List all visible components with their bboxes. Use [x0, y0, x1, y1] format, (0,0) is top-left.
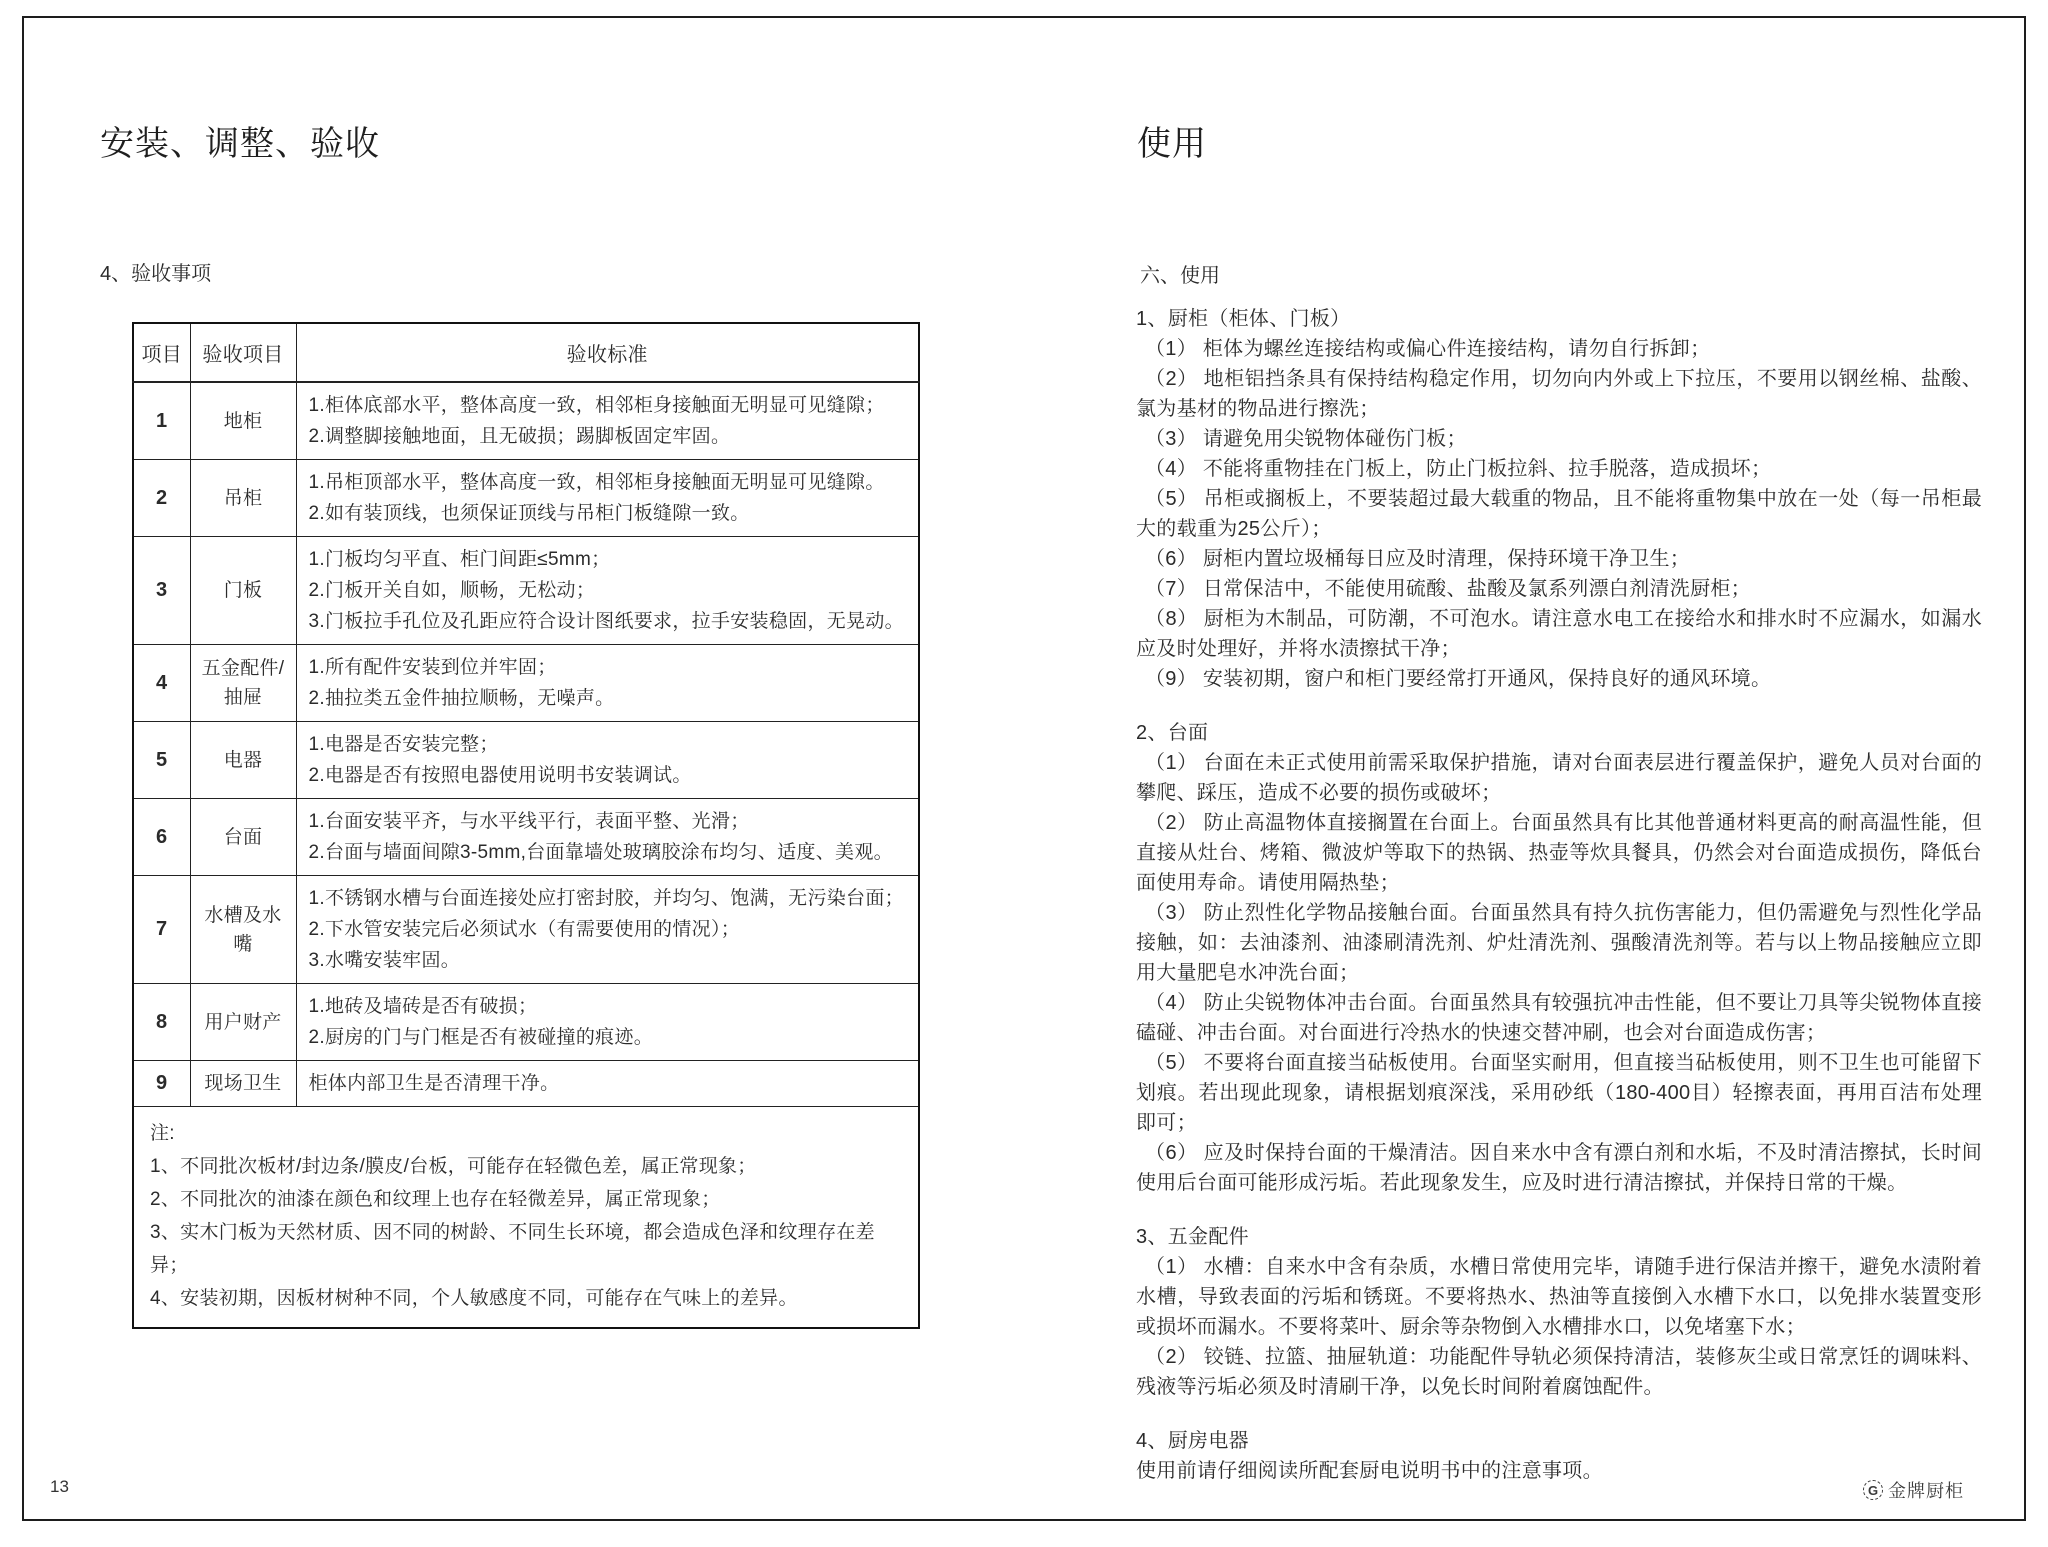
- usage-item: （1） 台面在未正式使用前需采取保护措施，请对台面表层进行覆盖保护，避免人员对台面的攀爬、踩压，造成不必要的损伤或破坏；: [1136, 752, 1982, 804]
- table-row: [133, 537, 919, 645]
- table-row: [133, 876, 919, 984]
- usage-block-heading: 3、五金配件: [1136, 1226, 1249, 1248]
- page-number: 13: [50, 1477, 69, 1496]
- standard-line: 1.台面安装平齐，与水平线平行，表面平整、光滑；: [308, 811, 750, 832]
- standard-line: 1.地砖及墙砖是否有破损；: [308, 996, 538, 1017]
- row-number-cell: 2: [133, 460, 190, 537]
- note-item: 4、安装初期，因板材树种不同，个人敏感度不同，可能存在气味上的差异。: [150, 1288, 798, 1309]
- standard-line: 2.下水管安装完后必须试水（有需要使用的情况）；: [308, 919, 741, 940]
- usage-item: （2） 防止高温物体直接搁置在台面上。台面虽然具有比其他普通材料更高的耐高温性能，但直接从灶台、烤箱、微波炉等取下的热锅、热壶等炊具餐具，仍然会对台面造成损伤，降低台面使用寿命。请使用隔热垫；: [1136, 812, 1982, 894]
- brand-g-icon: G: [1863, 1480, 1883, 1500]
- row-item-cell: 水槽及水嘴: [190, 876, 296, 984]
- usage-item: （1） 柜体为螺丝连接结构或偏心件连接结构，请勿自行拆卸；: [1145, 338, 1711, 360]
- usage-block: [1136, 718, 1982, 1198]
- standard-line: 1.电器是否安装完整；: [308, 734, 499, 755]
- usage-item: （3） 请避免用尖锐物体碰伤门板；: [1145, 428, 1467, 450]
- standard-line: 2.厨房的门与门框是否有被碰撞的痕迹。: [308, 1027, 654, 1048]
- table-header-cell: 验收项目: [190, 323, 296, 382]
- usage-item: （5） 吊柜或搁板上，不要装超过最大载重的物品，且不能将重物集中放在一处（每一吊柜最大的载重为25公斤）；: [1136, 488, 1982, 540]
- acceptance-table-head: [133, 323, 919, 382]
- row-number-cell: 9: [133, 1061, 190, 1107]
- row-standard-cell: [296, 645, 919, 722]
- table-row: [133, 1061, 919, 1107]
- note-item: 2、不同批次的油漆在颜色和纹理上也存在轻微差异，属正常现象；: [150, 1189, 721, 1210]
- standard-line: 3.门板拉手孔位及孔距应符合设计图纸要求，拉手安装稳固，无晃动。: [308, 611, 904, 632]
- standard-line: 1.所有配件安装到位并牢固；: [308, 657, 557, 678]
- right-page-title: 使用: [1137, 125, 1207, 163]
- brand-logo: [1863, 1477, 1964, 1503]
- row-number-cell: 8: [133, 984, 190, 1061]
- table-row: [133, 984, 919, 1061]
- table-note-row: [133, 1107, 919, 1329]
- table-header-row: [133, 323, 919, 382]
- usage-item: （9） 安装初期，窗户和柜门要经常打开通风，保持良好的通风环境。: [1145, 668, 1772, 690]
- table-row: [133, 382, 919, 460]
- table-header-cell: 项目: [133, 323, 190, 382]
- row-number-cell: 6: [133, 799, 190, 876]
- brand-name: 金牌厨柜: [1888, 1481, 1964, 1501]
- standard-line: 2.台面与墙面间隙3-5mm,台面靠墙处玻璃胶涂布均匀、适度、美观。: [308, 842, 893, 863]
- standard-line: 柜体内部卫生是否清理干净。: [308, 1073, 560, 1094]
- usage-section-heading: 六、使用: [1140, 265, 1220, 287]
- usage-item: （3） 防止烈性化学物品接触台面。台面虽然具有持久抗伤害能力，但仍需避免与烈性化学品接触，如：去油漆剂、油漆刷清洗剂、炉灶清洗剂、强酸清洗剂等。若与以上物品接触应立即用大量肥皂水冲洗台面；: [1136, 902, 1982, 984]
- usage-item: （2） 铰链、拉篮、抽屉轨道：功能配件导轨必须保持清洁，装修灰尘或日常烹饪的调味料、残液等污垢必须及时清刷干净，以免长时间附着腐蚀配件。: [1136, 1346, 1982, 1398]
- note-item: 3、实木门板为天然材质、因不同的树龄、不同生长环境，都会造成色泽和纹理存在差异；: [150, 1222, 875, 1276]
- usage-block-heading: 4、厨房电器: [1136, 1430, 1249, 1452]
- row-standard-cell: [296, 876, 919, 984]
- row-standard-cell: [296, 1061, 919, 1107]
- standard-line: 2.调整脚接触地面，且无破损；踢脚板固定牢固。: [308, 426, 731, 447]
- usage-body: [1136, 304, 1982, 1486]
- usage-block-heading: 1、厨柜（柜体、门板）: [1136, 308, 1351, 330]
- note-title: 注:: [150, 1123, 175, 1144]
- row-number-cell: 7: [133, 876, 190, 984]
- acceptance-table-body: [133, 382, 919, 1328]
- usage-item: （7） 日常保洁中，不能使用硫酸、盐酸及氯系列漂白剂清洗厨柜；: [1145, 578, 1751, 600]
- row-standard-cell: [296, 722, 919, 799]
- usage-block: [1136, 1222, 1982, 1402]
- standard-line: 1.柜体底部水平，整体高度一致，相邻柜身接触面无明显可见缝隙；: [308, 395, 885, 416]
- row-number-cell: 4: [133, 645, 190, 722]
- row-item-cell: 门板: [190, 537, 296, 645]
- note-item: 1、不同批次板材/封边条/膜皮/台板，可能存在轻微色差，属正常现象；: [150, 1156, 757, 1177]
- usage-block: [1136, 1426, 1982, 1486]
- standard-line: 3.水嘴安装牢固。: [308, 950, 461, 971]
- usage-item: （8） 厨柜为木制品，可防潮，不可泡水。请注意水电工在接给水和排水时不应漏水，如漏水应及时处理好，并将水渍擦拭干净；: [1136, 608, 1982, 660]
- table-header-cell: 验收标准: [296, 323, 919, 382]
- standard-line: 1.吊柜顶部水平，整体高度一致，相邻柜身接触面无明显可见缝隙。: [308, 472, 885, 493]
- usage-item: （2） 地柜铝挡条具有保持结构稳定作用，切勿向内外或上下拉压，不要用以钢丝棉、盐酸、氯为基材的物品进行擦洗；: [1136, 368, 1982, 420]
- left-page-title: 安装、调整、验收: [100, 125, 380, 163]
- usage-item: （5） 不要将台面直接当砧板使用。台面坚实耐用，但直接当砧板使用，则不卫生也可能留下划痕。若出现此现象，请根据划痕深浅，采用砂纸（180-400目）轻擦表面，再用百洁布处理即可；: [1136, 1052, 1982, 1134]
- standard-line: 2.如有装顶线，也须保证顶线与吊柜门板缝隙一致。: [308, 503, 750, 524]
- usage-item: （6） 应及时保持台面的干燥清洁。因自来水中含有漂白剂和水垢，不及时清洁擦拭，长时间使用后台面可能形成污垢。若此现象发生，应及时进行清洁擦拭，并保持日常的干燥。: [1136, 1142, 1982, 1194]
- row-item-cell: 现场卫生: [190, 1061, 296, 1107]
- acceptance-table: [132, 322, 920, 1329]
- row-item-cell: 用户财产: [190, 984, 296, 1061]
- usage-block-heading: 2、台面: [1136, 722, 1209, 744]
- row-item-cell: 吊柜: [190, 460, 296, 537]
- standard-line: 1.门板均匀平直、柜门间距≤5mm；: [308, 549, 611, 570]
- standard-line: 2.抽拉类五金件抽拉顺畅，无噪声。: [308, 688, 615, 709]
- acceptance-section-heading: 4、验收事项: [100, 263, 212, 285]
- standard-line: 1.不锈钢水槽与台面连接处应打密封胶，并均匀、饱满，无污染台面；: [308, 888, 904, 909]
- table-row: [133, 722, 919, 799]
- table-row: [133, 460, 919, 537]
- usage-item: （4） 不能将重物挂在门板上，防止门板拉斜、拉手脱落，造成损坏；: [1145, 458, 1772, 480]
- table-note-cell: [133, 1107, 919, 1329]
- usage-block: [1136, 304, 1982, 694]
- row-standard-cell: [296, 537, 919, 645]
- row-number-cell: 5: [133, 722, 190, 799]
- usage-item: （4） 防止尖锐物体冲击台面。台面虽然具有较强抗冲击性能，但不要让刀具等尖锐物体直接磕碰、冲击台面。对台面进行冷热水的快速交替冲刷，也会对台面造成伤害；: [1136, 992, 1982, 1044]
- usage-item: （1） 水槽：自来水中含有杂质，水槽日常使用完毕，请随手进行保洁并擦干，避免水渍附着水槽，导致表面的污垢和锈斑。不要将热水、热油等直接倒入水槽下水口，以免排水装置变形或损坏而漏水。不要将菜叶、厨余等杂物倒入水槽排水口，以免堵塞下水；: [1136, 1256, 1982, 1338]
- row-standard-cell: [296, 799, 919, 876]
- usage-item: 使用前请仔细阅读所配套厨电说明书中的注意事项。: [1136, 1460, 1603, 1482]
- usage-item: （6） 厨柜内置垃圾桶每日应及时清理，保持环境干净卫生；: [1145, 548, 1691, 570]
- row-standard-cell: [296, 984, 919, 1061]
- table-row: [133, 799, 919, 876]
- row-item-cell: 地柜: [190, 382, 296, 460]
- row-item-cell: 电器: [190, 722, 296, 799]
- row-item-cell: 五金配件/抽屉: [190, 645, 296, 722]
- row-standard-cell: [296, 382, 919, 460]
- standard-line: 2.门板开关自如，顺畅，无松动；: [308, 580, 596, 601]
- row-number-cell: 3: [133, 537, 190, 645]
- row-item-cell: 台面: [190, 799, 296, 876]
- standard-line: 2.电器是否有按照电器使用说明书安装调试。: [308, 765, 692, 786]
- row-standard-cell: [296, 460, 919, 537]
- row-number-cell: 1: [133, 382, 190, 460]
- table-row: [133, 645, 919, 722]
